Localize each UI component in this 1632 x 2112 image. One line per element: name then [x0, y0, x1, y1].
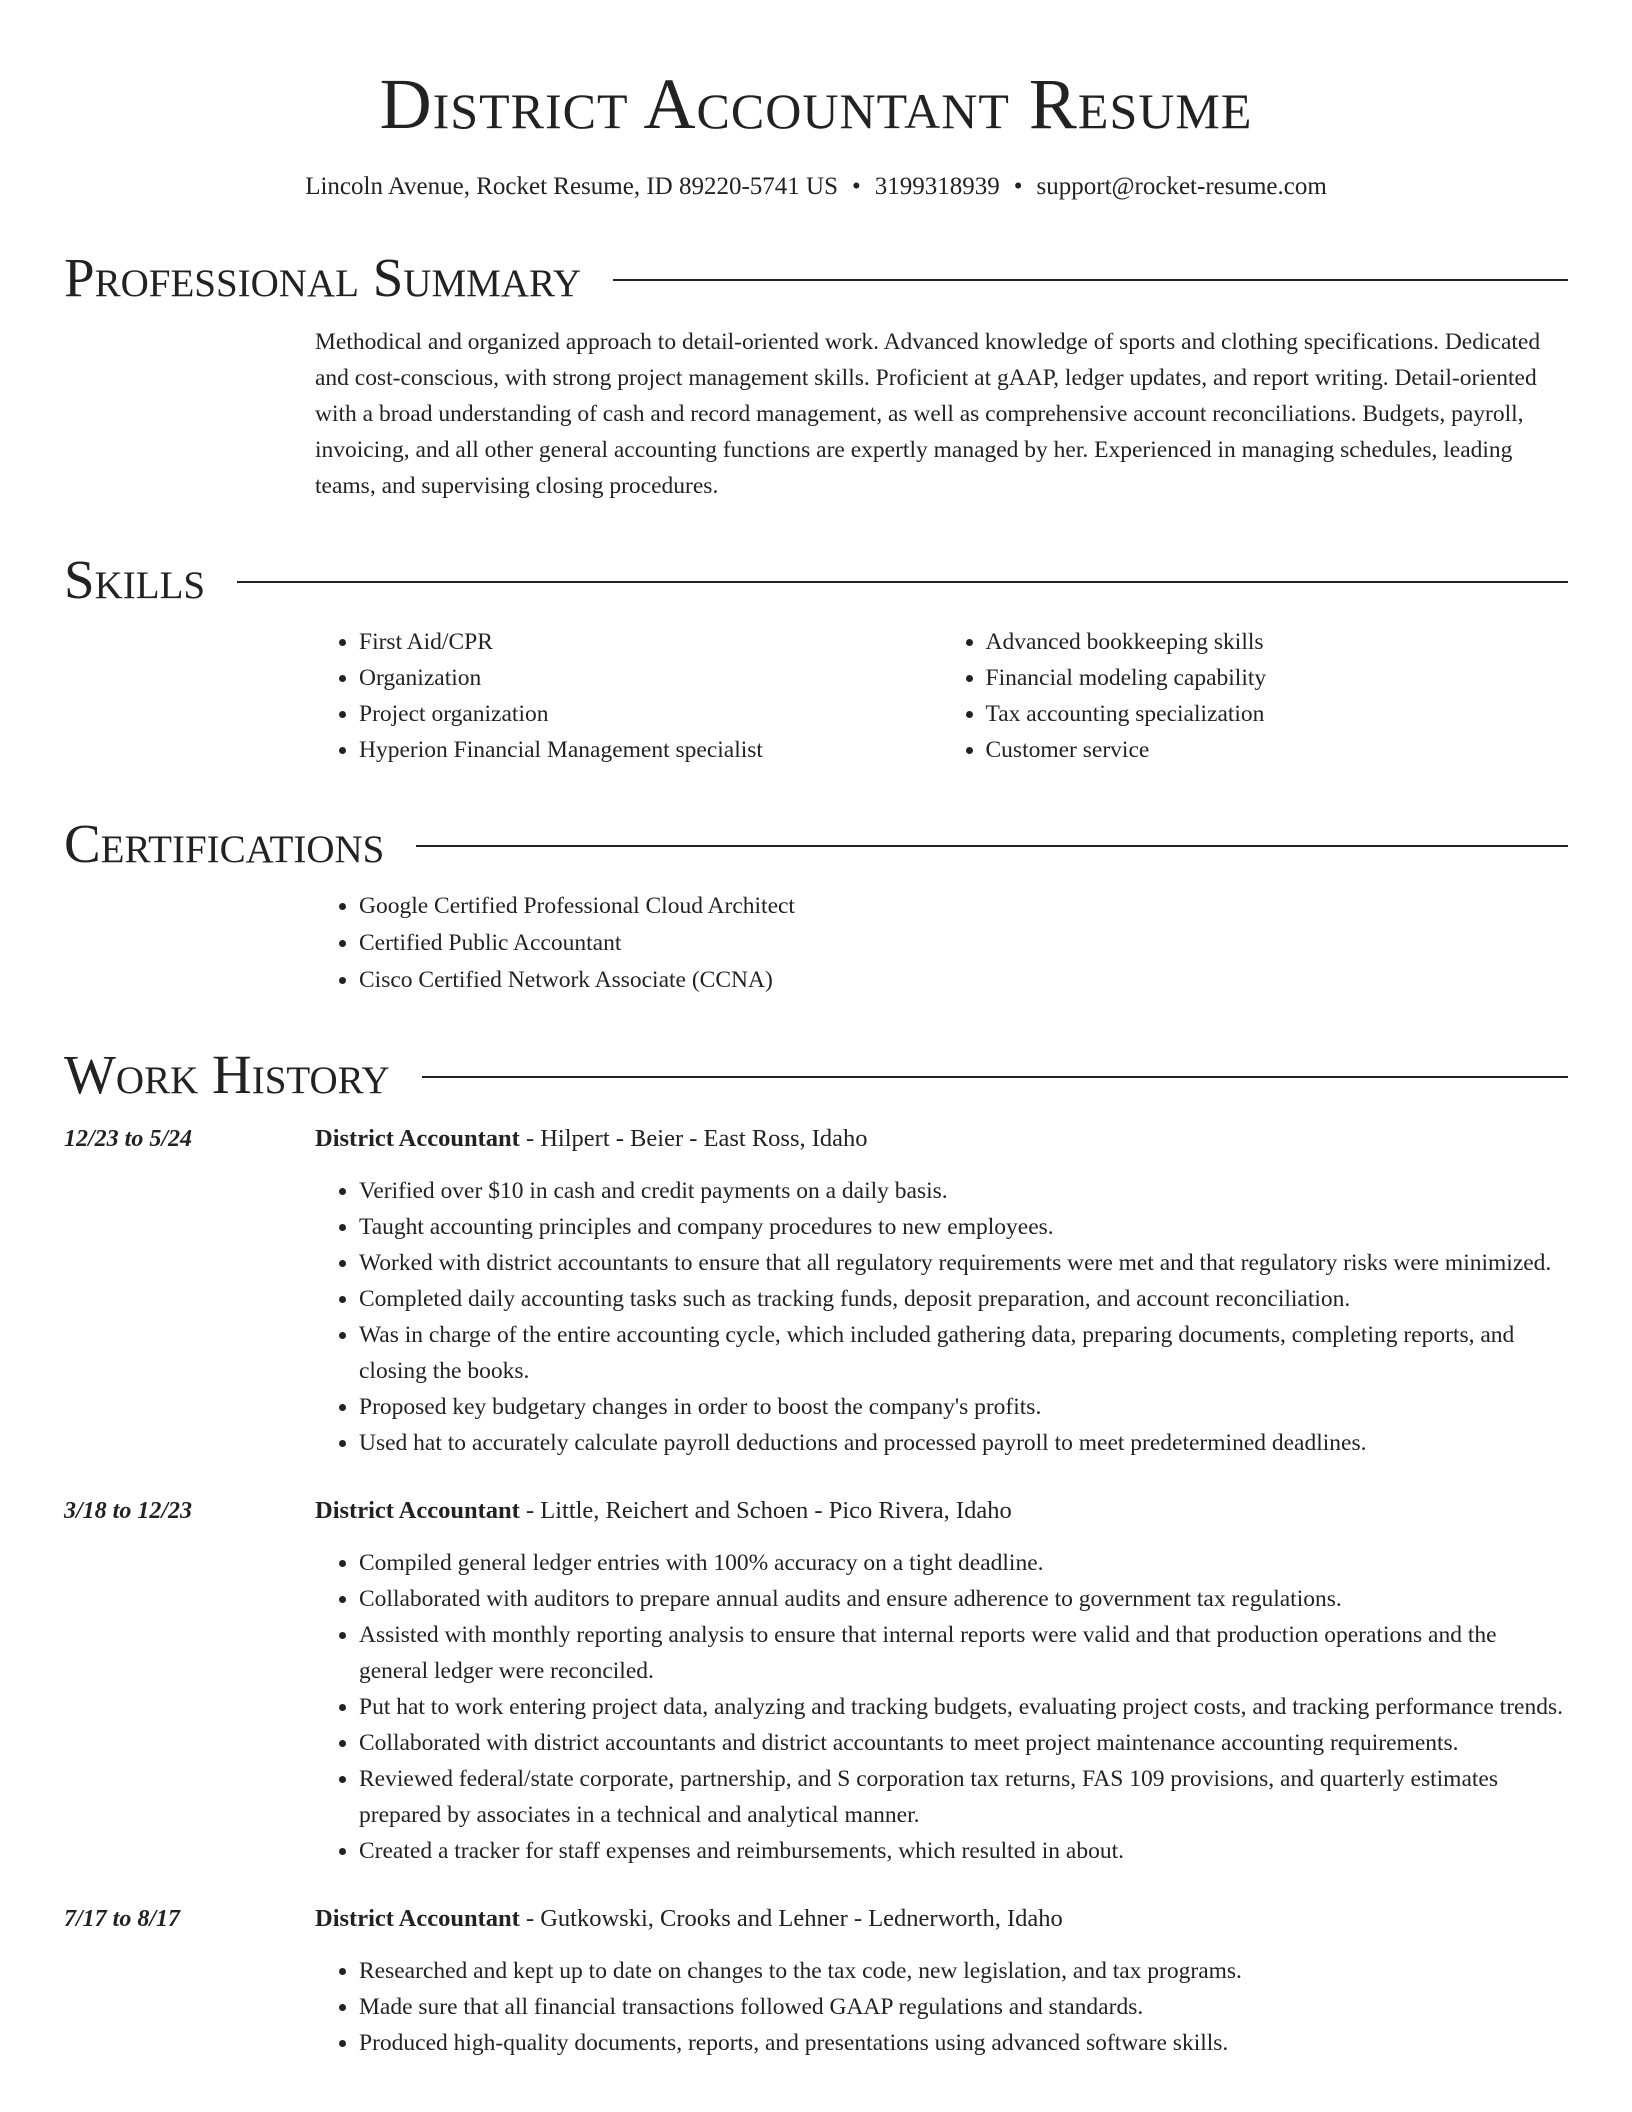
contact-line: [64, 172, 1568, 202]
skill-item: • Customer service: [986, 732, 1569, 768]
skill-item: • Financial modeling capability: [986, 660, 1569, 696]
job-bullet: • Collaborated with auditors to prepare annual audits and ensure adherence to government tax regulations.: [359, 1581, 1568, 1617]
job-bullets: [315, 1173, 1568, 1461]
job-bullet: • Proposed key budgetary changes in order to boost the company's profits.: [359, 1389, 1568, 1425]
job-entry: [64, 1493, 1568, 1869]
job-heading: [315, 1493, 1568, 1529]
section-divider: [613, 279, 1568, 281]
job-heading: [315, 1121, 1568, 1157]
job-employer: - Hilpert - Beier - East Ross, Idaho: [519, 1125, 868, 1152]
skill-item: • Organization: [359, 660, 942, 696]
job-bullet: • Researched and kept up to date on changes to the tax code, new legislation, and tax programs.: [359, 1953, 1568, 1989]
job-bullet: • Collaborated with district accountants and district accountants to meet project maintenance accounting requirements.: [359, 1725, 1568, 1761]
job-entry: [64, 1901, 1568, 2061]
skill-item: • Advanced bookkeeping skills: [986, 624, 1569, 660]
job-bullets: [315, 1953, 1568, 2061]
job-bullet: • Assisted with monthly reporting analysis to ensure that internal reports were valid and that production operations and the general ledger were reconciled.: [359, 1617, 1568, 1689]
certification-item: • Cisco Certified Network Associate (CCNA): [359, 962, 1568, 999]
certification-item: • Google Certified Professional Cloud Architect: [359, 888, 1568, 925]
summary-section-header: [64, 246, 1568, 310]
summary-heading: Professional Summary: [64, 247, 582, 308]
work-history-heading: Work History: [64, 1044, 390, 1105]
job-dates: 7/17 to 8/17: [64, 1906, 181, 1932]
job-bullet: • Used hat to accurately calculate payroll deductions and processed payroll to meet predetermined deadlines.: [359, 1425, 1568, 1461]
skills-section-header: [64, 548, 1568, 612]
skill-item: • First Aid/CPR: [359, 624, 942, 660]
job-bullet: • Completed daily accounting tasks such as tracking funds, deposit preparation, and account reconciliation.: [359, 1281, 1568, 1317]
job-bullet: • Worked with district accountants to ensure that all regulatory requirements were met and that regulatory risks were minimized.: [359, 1245, 1568, 1281]
work-history-section-header: [64, 1043, 1568, 1107]
job-title: District Accountant: [315, 1497, 520, 1524]
job-entry: [64, 1121, 1568, 1461]
job-bullet: • Put hat to work entering project data, analyzing and tracking budgets, evaluating project costs, and tracking performance trends.: [359, 1689, 1568, 1725]
job-bullet: • Taught accounting principles and company procedures to new employees.: [359, 1209, 1568, 1245]
job-bullet: • Verified over $10 in cash and credit payments on a daily basis.: [359, 1173, 1568, 1209]
certification-item: • Certified Public Accountant: [359, 925, 1568, 962]
job-employer: - Little, Reichert and Schoen - Pico Rivera, Idaho: [519, 1497, 1012, 1524]
job-bullet: • Created a tracker for staff expenses and reimbursements, which resulted in about.: [359, 1833, 1568, 1869]
skill-item: • Project organization: [359, 696, 942, 732]
skill-item: • Tax accounting specialization: [986, 696, 1569, 732]
contact-separator: •: [851, 173, 861, 200]
skills-heading: Skills: [64, 549, 206, 610]
job-content: [315, 1493, 1568, 1869]
job-employer: - Gutkowski, Crooks and Lehner - Lednerworth, Idaho: [519, 1905, 1063, 1932]
job-heading: [315, 1901, 1568, 1937]
section-divider: [422, 1076, 1568, 1078]
job-content: [315, 1901, 1568, 2061]
job-bullet: • Compiled general ledger entries with 100% accuracy on a tight deadline.: [359, 1545, 1568, 1581]
job-content: [315, 1121, 1568, 1461]
summary-text: Methodical and organized approach to detail-oriented work. Advanced knowledge of sports and clothing specifications. Dedicated and cost-conscious, with strong project management skills. Proficient at gAAP, ledger updates, and report writing. Detail-oriented with a broad understanding of cash and record management, as well as comprehensive account reconciliations. Budgets, payroll, invoicing, and all other general accounting functions are expertly managed by her. Experienced in managing schedules, leading teams, and supervising closing procedures.: [315, 329, 1541, 499]
skills-column-left: [315, 624, 942, 768]
contact-address: Lincoln Avenue, Rocket Resume, ID 89220-5741 US: [305, 173, 838, 200]
section-divider: [416, 845, 1568, 847]
job-title: District Accountant: [315, 1125, 520, 1152]
contact-separator: •: [1013, 173, 1023, 200]
page-title: District Accountant Resume: [379, 64, 1253, 144]
job-bullets: [315, 1545, 1568, 1869]
job-bullet: • Made sure that all financial transactions followed GAAP regulations and standards.: [359, 1989, 1568, 2025]
section-divider: [237, 581, 1568, 583]
job-bullet: • Was in charge of the entire accounting cycle, which included gathering data, preparing documents, completing reports, and closing the books.: [359, 1317, 1568, 1389]
job-dates: 3/18 to 12/23: [64, 1498, 193, 1524]
job-bullet: • Reviewed federal/state corporate, partnership, and S corporation tax returns, FAS 109 provisions, and quarterly estimates prepared by associates in a technical and analytical manner.: [359, 1761, 1568, 1833]
contact-email: support@rocket-resume.com: [1036, 173, 1327, 200]
contact-phone: 3199318939: [874, 173, 1000, 200]
job-title: District Accountant: [315, 1905, 520, 1932]
skills-list: [315, 624, 1568, 768]
skill-item: • Hyperion Financial Management specialist: [359, 732, 942, 768]
job-bullet: • Produced high-quality documents, reports, and presentations using advanced software skills.: [359, 2025, 1568, 2061]
certifications-heading: Certifications: [64, 813, 385, 874]
job-dates: 12/23 to 5/24: [64, 1126, 193, 1152]
certifications-section-header: [64, 812, 1568, 876]
certifications-list: [315, 888, 1568, 999]
skills-column-right: [942, 624, 1569, 768]
